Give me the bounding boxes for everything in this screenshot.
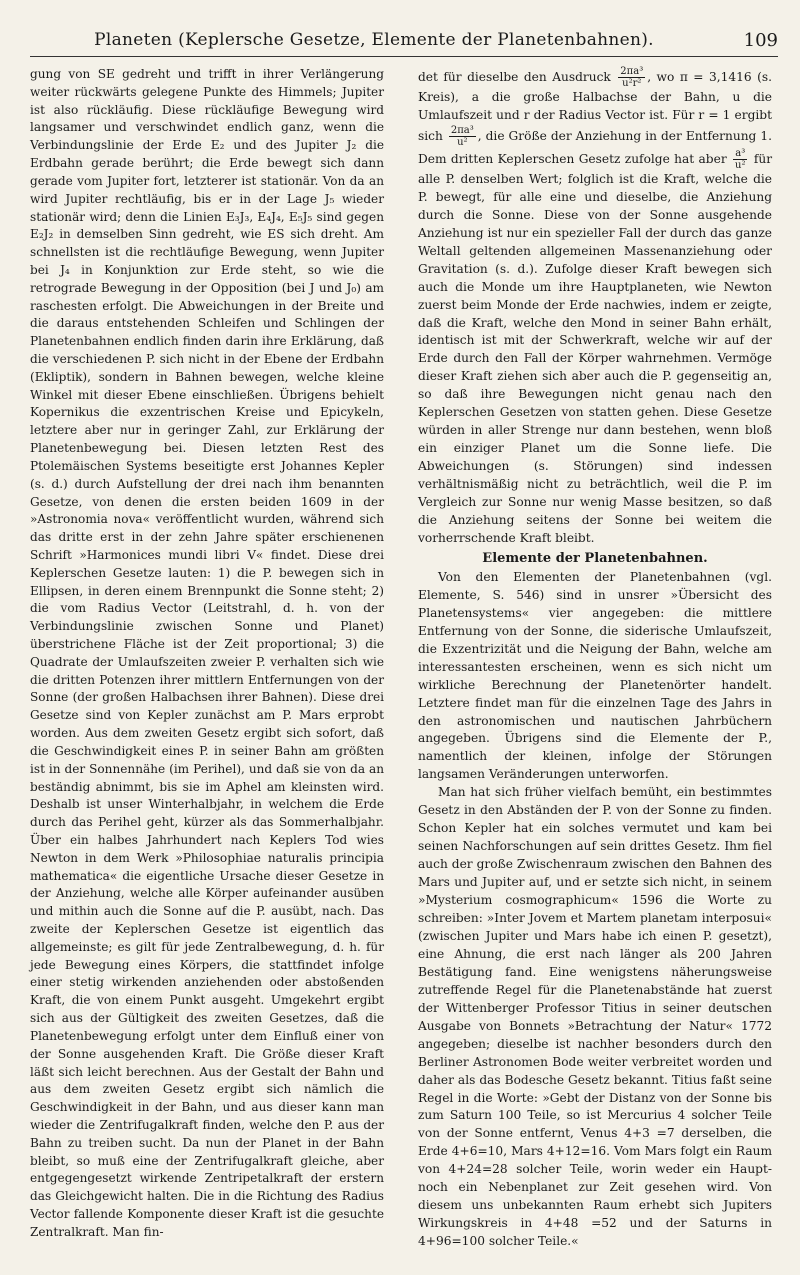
text-run: , wo π = 3,1416 (s. Kreis), a die große Halbachse der Bahn, u die Umlaufszeit und r der Radius Vector ist. Für r = 1 ergibt sich — [418, 70, 773, 143]
fraction — [618, 66, 645, 89]
paragraph — [418, 66, 772, 548]
fraction-denominator: u² — [735, 159, 746, 171]
fraction-numerator: 2πa³ — [620, 66, 644, 77]
fraction-denominator: u² — [457, 136, 468, 148]
paragraph: gung von SE gedreht und trifft in ihrer Verlängerung weiter rückwärts gelegene Punkte des Himmels; Jupiter ist also rückläufig. Diese rückläufige Bewegung wird langsamer und verschwindet endlich ganz, wenn die Verbindungslinie der Erde E₂ und des Jupiter J₂ die Erdbahn gerade berührt; die Erde bewegt sich dann gerade vom Jupiter fort, letzterer ist stationär. Von da an wird Jupiter rechtläufig, bis er in der Lage J₅ wieder stationär wird; denn die Linien E₃J₃, E₄J₄, E₅J₅ sind gegen E₂J₂ in demselben Sinn gedreht, wie ES sich dreht. Am schnellsten ist die rechtläufige Bewegung, wenn Jupiter bei J₄ in Konjunktion zur Erde steht, so wie die retrograde Bewegung in der Opposition (bei J und J₀) am raschesten erfolgt. Die Abweichungen in der Breite und die daraus entstehenden Schleifen und Schlingen der Planetenbahnen endlich finden darin ihre Erklärung, daß die verschiedenen P. sich nicht in der Ebene der Erdbahn (Ekliptik), sondern in Bahnen bewegen, welche kleine Winkel mit dieser Ebene einschließen. Übrigens behielt Kopernikus die exzentrischen Kreise und Epicykeln, letztere aber nur in geringer Zahl, zur Erklärung der Planetenbewegung bei. Diesen letzten Rest des Ptolemäischen Systems beseitigte erst Johannes Kepler (s. d.) durch Aufstellung der drei nach ihm benannten Gesetze, von denen die ersten beiden 1609 in der »Astronomia nova« veröffentlicht wurden, während sich das dritte erst in der zehn Jahre später erschienenen Schrift »Harmonices mundi libri V« findet. Diese drei Keplerschen Gesetze lauten: 1) die P. bewegen sich in Ellipsen, in deren einem Brennpunkt die Sonne steht; 2) die vom Radius Vector (Leitstrahl, d. h. von der Verbindungslinie zwischen Sonne und Planet) überstrichene Fläche ist der Zeit proportional; 3) die Quadrate der Umlaufszeiten zweier P. verhalten sich wie die dritten Potenzen ihrer mittlern Entfernungen von der Sonne (der großen Halbachsen ihrer Bahnen). Diese drei Gesetze sind von Kepler zunächst am P. Mars erprobt worden. Aus dem zweiten Gesetz ergibt sich sofort, daß die Geschwindigkeit eines P. in seiner Bahn am größten ist in der Sonnennähe (im Perihel), und daß sie von da an beständig abnimmt, bis sie im Aphel am kleinsten wird. Deshalb ist unser Winterhalbjahr, in welchem die Erde durch das Perihel geht, kürzer als das Sommerhalbjahr. Über ein halbes Jahrhundert nach Keplers Tod wies Newton in dem Werk »Philosophiae naturalis principia mathematica« die eigentliche Ursache dieser Gesetze in der Anziehung, welche alle Körper aufeinander ausüben und mithin auch die Sonne auf die P. ausübt, nach. Das zweite der Keplerschen Gesetze ist eigentlich das allgemeinste; es gilt für jede Zentralbewegung, d. h. für jede Bewegung eines Körpers, die stattfindet infolge einer stetig wirkenden anziehenden oder abstoßenden Kraft, die von einem Punkt ausgeht. Umgekehrt ergibt sich aus der Gültigkeit des zweiten Gesetzes, daß die Planetenbewegung erfolgt unter dem Einfluß einer von der Sonne ausgehenden Kraft. Die Größe dieser Kraft läßt sich leicht berechnen. Aus der Gestalt der Bahn und aus dem zweiten Gesetz ergibt sich nämlich die Geschwindigkeit in der Bahn, und aus dieser kann man wieder die Zentrifugalkraft finden, welche den P. aus der Bahn zu treiben sucht. Da nun der Planet in der Bahn bleibt, so muß eine der Zentrifugalkraft gleiche, aber entgegengesetzt wirkende Zentripetalkraft der erstern das Gleichgewicht halten. Die in die Richtung des Radius Vector fallende Komponente dieser Kraft ist die gesuchte Zentralkraft. Man fin- — [30, 67, 384, 1239]
page-number: 109 — [743, 30, 778, 51]
paragraph: Man hat sich früher vielfach bemüht, ein bestimmtes Gesetz in den Abständen der P. von der Sonne zu finden. Schon Kepler hat ein solches vermutet und kam bei seinen Nachforschungen auf sein drittes Gesetz. Ihm fiel auch der große Zwischenraum zwischen den Bahnen des Mars und Jupiter auf, und er setzte sich nicht, in seinem »Mysterium cosmographicum« 1596 die Worte zu schreiben: »Inter Jovem et Martem planetam interposui« (zwischen Jupiter und Mars habe ich einen P. gesetzt), eine Ahnung, die erst nach länger als 200 Jahren Bestätigung fand. Eine wenigstens näherungsweise zutreffende Regel für die Planetenabstände hat zuerst der Wittenberger Professor Titius in seiner deutschen Ausgabe von Bonnets »Betrachtung der Natur« 1772 angegeben; dieselbe ist nachher besonders durch den Berliner Astronomen Bode weiter verbreitet worden und daher als das Bodesche Gesetz bekannt. Titius faßt seine Regel in die Worte: »Gebt der Distanz von der Sonne bis zum Saturn 100 Teile, so ist Mercurius 4 solcher Teile von der Sonne entfernt, Venus 4+3 =7 derselben, die Erde 4+6=10, Mars 4+12=16. Vom Mars folgt ein Raum von 4+24=28 solcher Teile, worin weder ein Haupt- noch ein Nebenplanet zur Zeit gesehen wird. Von diesem uns unbekannten Raum erhebt sich Jupiters Wirkungskreis in 4+48 =52 und der Saturns in 4+96=100 solcher Teile.« — [418, 785, 772, 1249]
fraction — [733, 148, 747, 171]
fraction — [449, 125, 476, 148]
left-column — [30, 66, 384, 1242]
right-column — [418, 66, 772, 1251]
fraction-numerator: a³ — [733, 148, 747, 160]
paragraph: Von den Elementen der Planetenbahnen (vgl. Elemente, S. 546) sind in unsrer »Übersicht des Planetensystems« vier angegeben: die mittlere Entfernung von der Sonne, die siderische Umlaufszeit, die Exzentrizität und die Neigung der Bahn, welche am interessantesten erscheinen, wenn es sich nicht um wirkliche Berechnung der Planetenörter handelt. Letztere findet man für die einzelnen Tage des Jahrs in den astronomischen und nautischen Jahrbüchern angegeben. Übrigens sind die Elemente der P., namentlich der kleinen, infolge der Störungen langsamen Veränderungen unterworfen. — [418, 569, 772, 782]
text-run: für alle P. denselben Wert; folglich ist die Kraft, welche die P. bewegt, für alle eine und dieselbe, die Anziehung durch die Sonne. Diese von der Sonne ausgehende Anziehung ist nur ein spezieller Fall der durch das ganze Weltall geltenden allgemeinen Massenanziehung oder Gravitation (s. d.). Zufolge dieser Kraft bewegen sich auch die Monde um ihre Hauptplaneten, wie Newton zuerst beim Monde der Erde nachwies, indem er zeigte, daß die Kraft, welche den Mond in seiner Bahn erhält, identisch ist mit der Schwerkraft, welche wir auf der Erde durch den Fall der Körper wahrnehmen. Vermöge dieser Kraft ziehen sich aber auch die P. gegenseitig an, so daß ihre Bewegungen nicht genau nach den Keplerschen Gesetzen von statten gehen. Diese Gesetze würden in aller Strenge nur dann bestehen, wenn bloß ein einziger Planet um die Sonne liefe. Die Abweichungen (s. Störungen) sind indessen verhältnismäßig nicht zu beträchtlich, weil die P. im Vergleich zur Sonne nur wenig Masse besitzen, so daß die Anziehung seitens der Sonne bei weitem die vorherrschende Kraft bleibt. — [418, 151, 773, 545]
page-header — [30, 28, 778, 57]
running-title: Planeten (Keplersche Gesetze, Elemente der Planetenbahnen). — [94, 30, 654, 50]
section-heading: Elemente der Planetenbahnen. — [482, 550, 708, 566]
text-run: , die Größe der Anziehung in der Entfernung 1. Dem dritten Keplerschen Gesetz zufolge hat aber — [418, 128, 772, 166]
text-run: det für dieselbe den Ausdruck — [418, 70, 611, 84]
fraction-denominator: u²r² — [622, 78, 642, 89]
fraction-numerator: 2πa³ — [450, 124, 474, 136]
